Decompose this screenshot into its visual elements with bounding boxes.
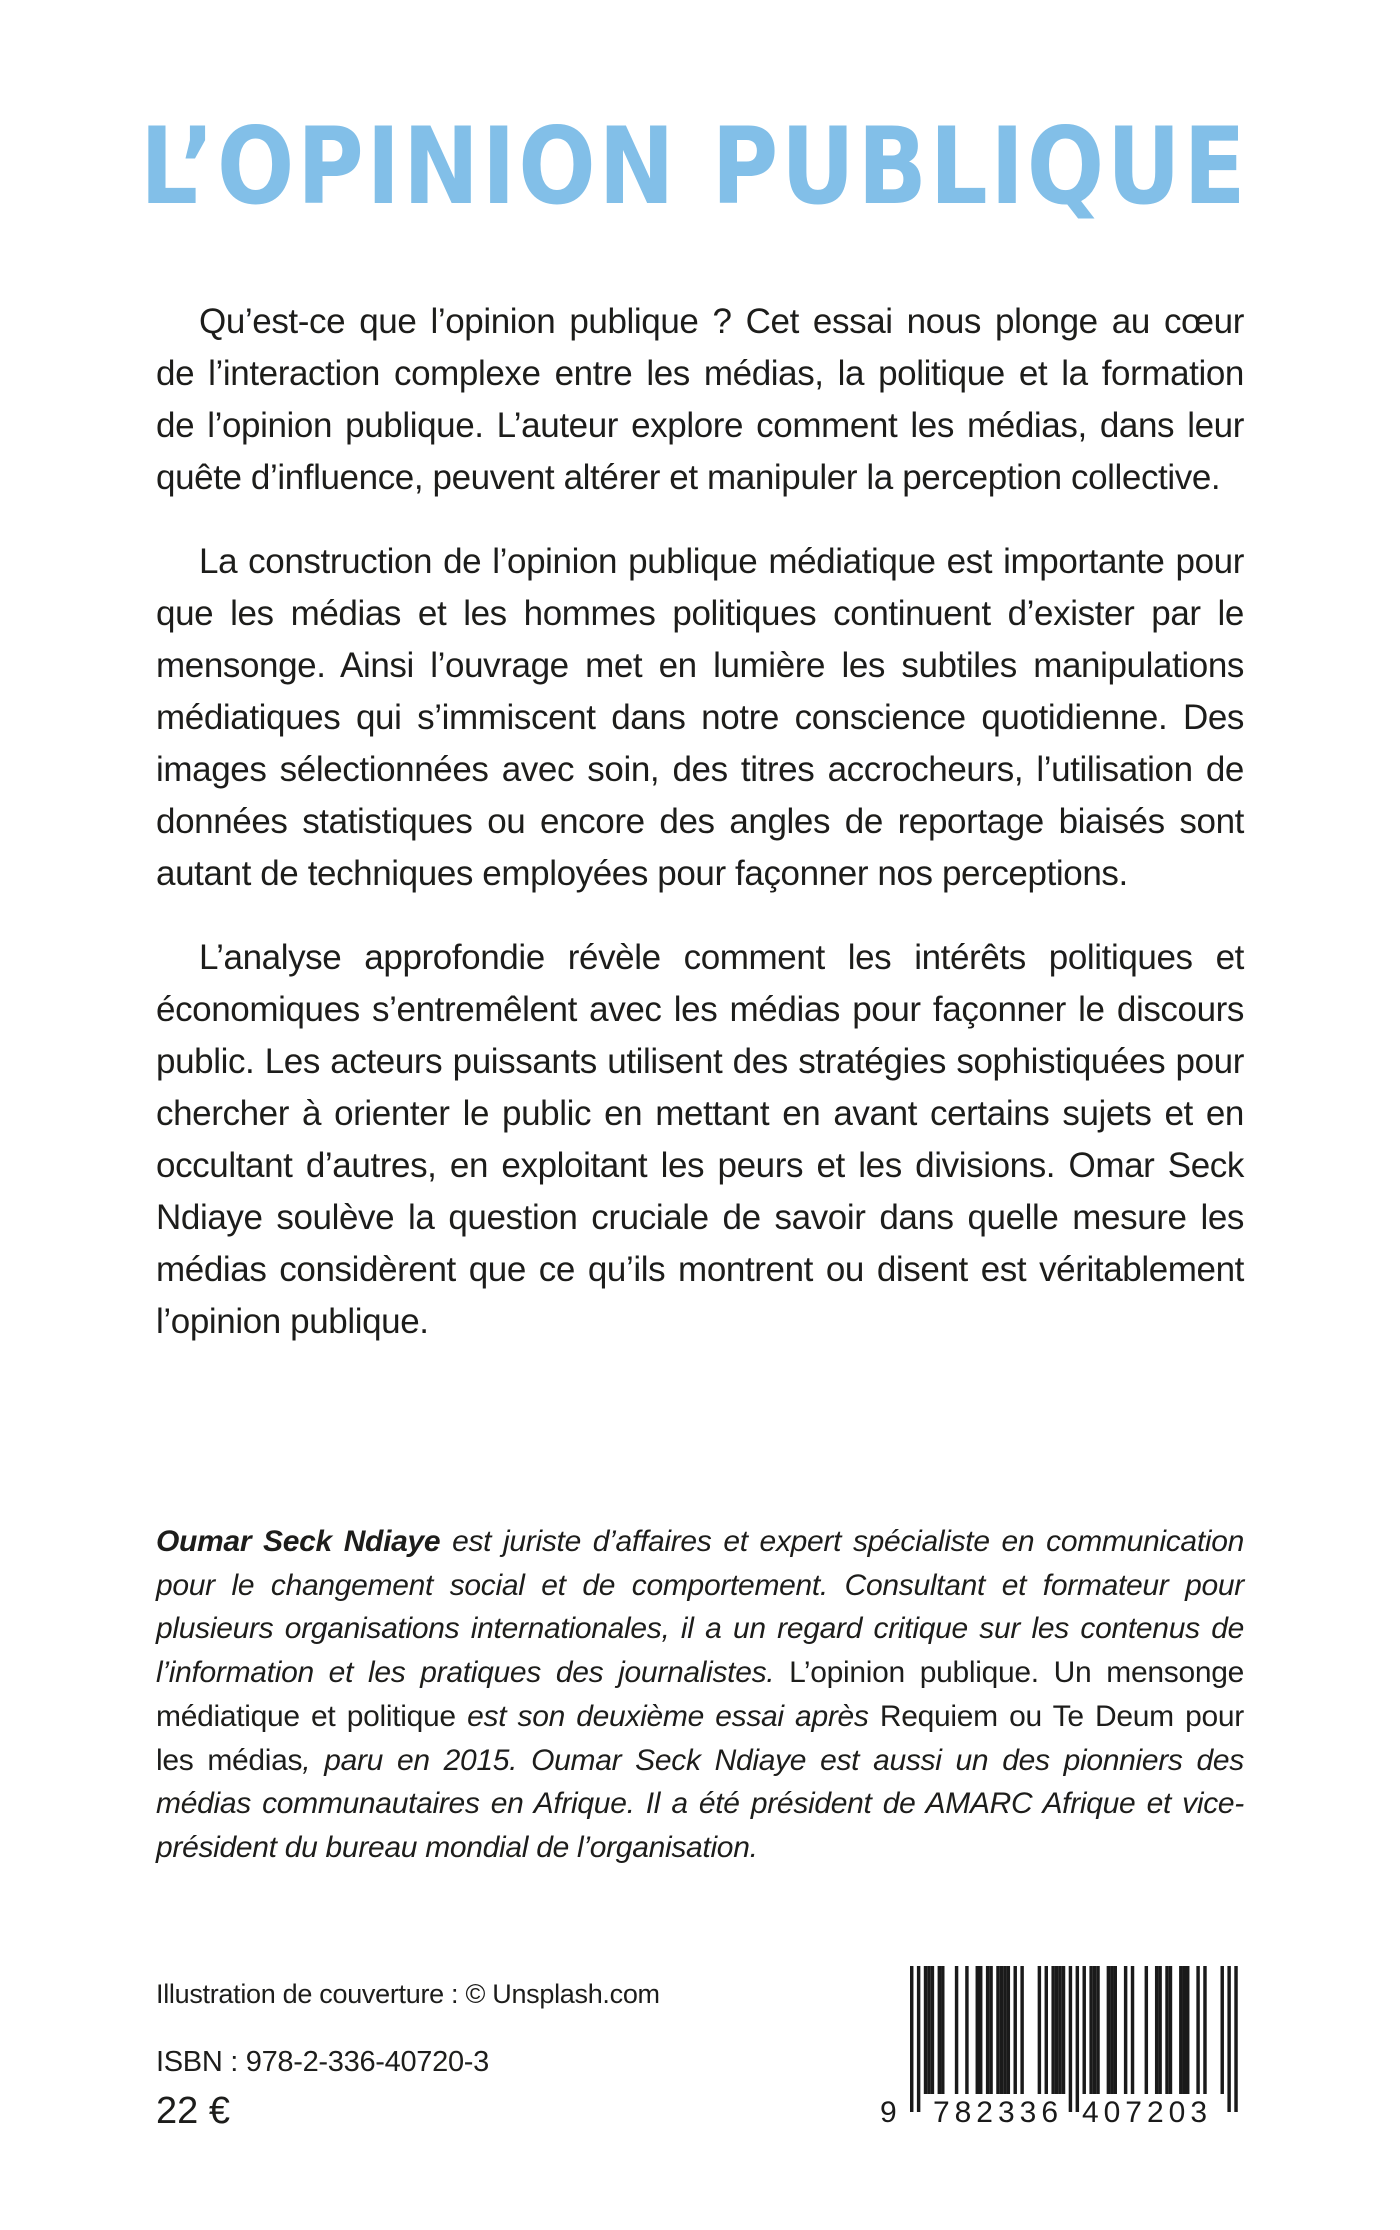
blurb-paragraph-1: Qu’est-ce que l’opinion publique ? Cet essai nous plonge au cœur de l’interaction complexe entre les médias, la politique et la formation de l’opinion publique. L’auteur explore comment les médias, dans leur quête d’influence, peuvent altérer et manipuler la perception collective. — [156, 302, 1244, 497]
author-name: Oumar Seck Ndiaye — [156, 1525, 441, 1558]
blurb-paragraph-3: L’analyse approfondie révèle comment les intérêts politiques et économiques s’entremêlent avec les médias pour façonner le discours public. Les acteurs puissants utilisent des stratégies sophistiquées pour chercher à orienter le public en mettant en avant certains sujets et en occultant d’autres, en exploitant les peurs et les divisions. Omar Seck Ndiaye soulève la question cruciale de savoir dans quelle mesure les médias considèrent que ce qu’ils montrent ou disent est véritablement l’opinion publique. — [156, 938, 1244, 1341]
barcode-first-digit: 9 — [880, 2096, 897, 2129]
barcode-left-digits: 782336 — [932, 2096, 1064, 2129]
bio-text-3: , paru en 2015. Oumar Seck Ndiaye est aussi un des pionniers des médias communautaires en Afrique. Il a été président de AMARC Afrique et vice-président du bureau mondial de l’organisation. — [156, 1743, 1244, 1864]
bio-previous-book: Requiem ou Te Deum pour les médias — [156, 1699, 1244, 1777]
ean13-barcode — [876, 1962, 1244, 2132]
author-bio — [156, 1520, 1244, 1870]
bio-text-2: est son deuxième essai après — [467, 1699, 880, 1733]
price: 22 € — [156, 2090, 230, 2132]
book-title: L’OPINION PUBLIQUE — [140, 105, 1249, 228]
barcode-right-digits: 407203 — [1081, 2096, 1213, 2129]
blurb — [156, 296, 1244, 1348]
illustration-credit: Illustration de couverture : © Unsplash.com — [156, 1979, 660, 2009]
barcode-icon — [876, 1962, 1244, 2132]
bio-text-1: est juriste d’affaires et expert spécialiste en communication pour le changement social et de comportement. Consultant et formateur pour plusieurs organisations internationales, il a un regard critique sur les contenus de l’information et les pratiques des journalistes. — [156, 1525, 1244, 1690]
blurb-paragraph-2: La construction de l’opinion publique médiatique est importante pour que les médias et les hommes politiques continuent d’exister par le mensonge. Ainsi l’ouvrage met en lumière les subtiles manipulations médiatiques qui s’immiscent dans notre conscience quotidienne. Des images sélectionnées avec soin, des titres accrocheurs, l’utilisation de données statistiques ou encore des angles de reportage biaisés sont autant de techniques employées pour façonner nos perceptions. — [156, 542, 1244, 893]
isbn: ISBN : 978-2-336-40720-3 — [156, 2046, 489, 2078]
bio-book-title: L’opinion publique. Un mensonge médiatique et politique — [156, 1656, 1244, 1733]
